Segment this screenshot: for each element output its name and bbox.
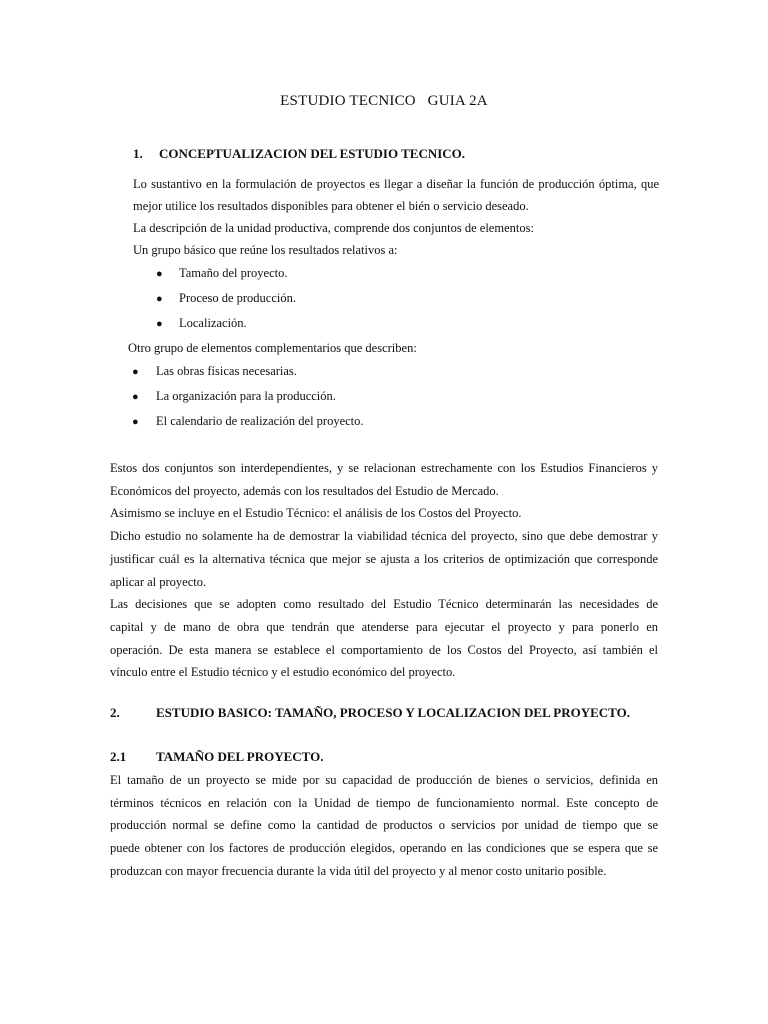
basic-item-1: Tamaño del proyecto. — [179, 266, 288, 280]
paragraph-line: Asimismo se incluye en el Estudio Técnico: el análisis de los Costos del Proyecto. — [110, 506, 522, 521]
complementary-item-2: La organización para la producción. — [156, 389, 336, 403]
bullet-icon: ● — [132, 366, 139, 378]
bullet-icon: ● — [132, 391, 139, 403]
intro-line-4: Un grupo básico que reúne los resultados relativos a: — [133, 243, 398, 257]
paragraph-line: Estos dos conjuntos son interdependientes, y se relacionan estrechamente con los Estudios Financieros y — [110, 461, 658, 475]
intro-line-1: Lo sustantivo en la formulación de proyectos es llegar a diseñar la función de producción óptima, que — [133, 177, 659, 191]
section-2-1-heading — [110, 749, 323, 765]
paragraph-line: puede obtener con los factores de producción elegidos, operando en las condiciones que se espera que se — [110, 841, 658, 856]
intro-line-3: La descripción de la unidad productiva, comprende dos conjuntos de elementos: — [133, 221, 534, 235]
section-2-1-number: 2.1 — [110, 749, 127, 764]
section-2-1-paragraph — [110, 769, 658, 883]
intro-line-2: mejor utilice los resultados disponibles para obtener el bién o servicio deseado. — [133, 199, 529, 213]
page-title: ESTUDIO TECNICO GUIA 2A — [280, 93, 488, 109]
section-2-heading — [110, 705, 630, 721]
section-2-number: 2. — [110, 705, 120, 720]
bullet-icon: ● — [156, 318, 163, 330]
paragraph-line: Las decisiones que se adopten como resultado del Estudio Técnico determinarán las necesidades de — [110, 597, 658, 612]
bullet-icon: ● — [132, 416, 139, 428]
paragraph-line: Económicos del proyecto, además con los resultados del Estudio de Mercado. — [110, 483, 499, 498]
paragraph-line: producción normal se define como la cantidad de productos o servicios por unidad de tiempo que se — [110, 818, 658, 833]
paragraph-line: aplicar al proyecto. — [110, 574, 207, 589]
section-1-heading — [133, 146, 465, 162]
section-2-1-title: TAMAÑO DEL PROYECTO. — [156, 749, 324, 764]
paragraph-line: capital y de mano de obra que tendrán que atenderse para ejecutar el proyecto y para ponerlo en — [110, 619, 658, 634]
basic-item-2: Proceso de producción. — [179, 291, 296, 305]
section-1-title: CONCEPTUALIZACION DEL ESTUDIO TECNICO. — [159, 146, 466, 161]
complementary-item-3: El calendario de realización del proyecto. — [156, 414, 364, 428]
basic-item-3: Localización. — [179, 316, 247, 330]
complementary-intro: Otro grupo de elementos complementarios que describen: — [128, 341, 417, 355]
section-1-number: 1. — [133, 146, 143, 161]
paragraph-line: operación. De esta manera se establece el comportamiento de los Costos del Proyecto, así también el — [110, 642, 658, 657]
paragraph-line: justificar cuál es la alternativa técnica que mejor se ajusta a los criterios de optimización que corresponde — [110, 551, 658, 566]
paragraph-line: términos técnicos en relación con la Unidad de tiempo de funcionamiento normal. Este concepto de — [110, 795, 658, 810]
bullet-icon: ● — [156, 268, 163, 280]
paragraph-line: vínculo entre el Estudio técnico y el estudio económico del proyecto. — [110, 665, 456, 680]
paragraph-line: El tamaño de un proyecto se mide por su capacidad de producción de bienes o servicios, definida en — [110, 773, 658, 787]
bullet-icon: ● — [156, 293, 163, 305]
section-1-paragraph — [110, 457, 658, 684]
section-2-title: ESTUDIO BASICO: TAMAÑO, PROCESO Y LOCALIZACION DEL PROYECTO. — [156, 705, 630, 720]
complementary-item-1: Las obras físicas necesarias. — [156, 364, 297, 378]
paragraph-line: produzcan con mayor frecuencia durante la vida útil del proyecto y al menor costo unitario posible. — [110, 863, 607, 878]
paragraph-line: Dicho estudio no solamente ha de demostrar la viabilidad técnica del proyecto, sino que debe demostrar y — [110, 529, 658, 544]
